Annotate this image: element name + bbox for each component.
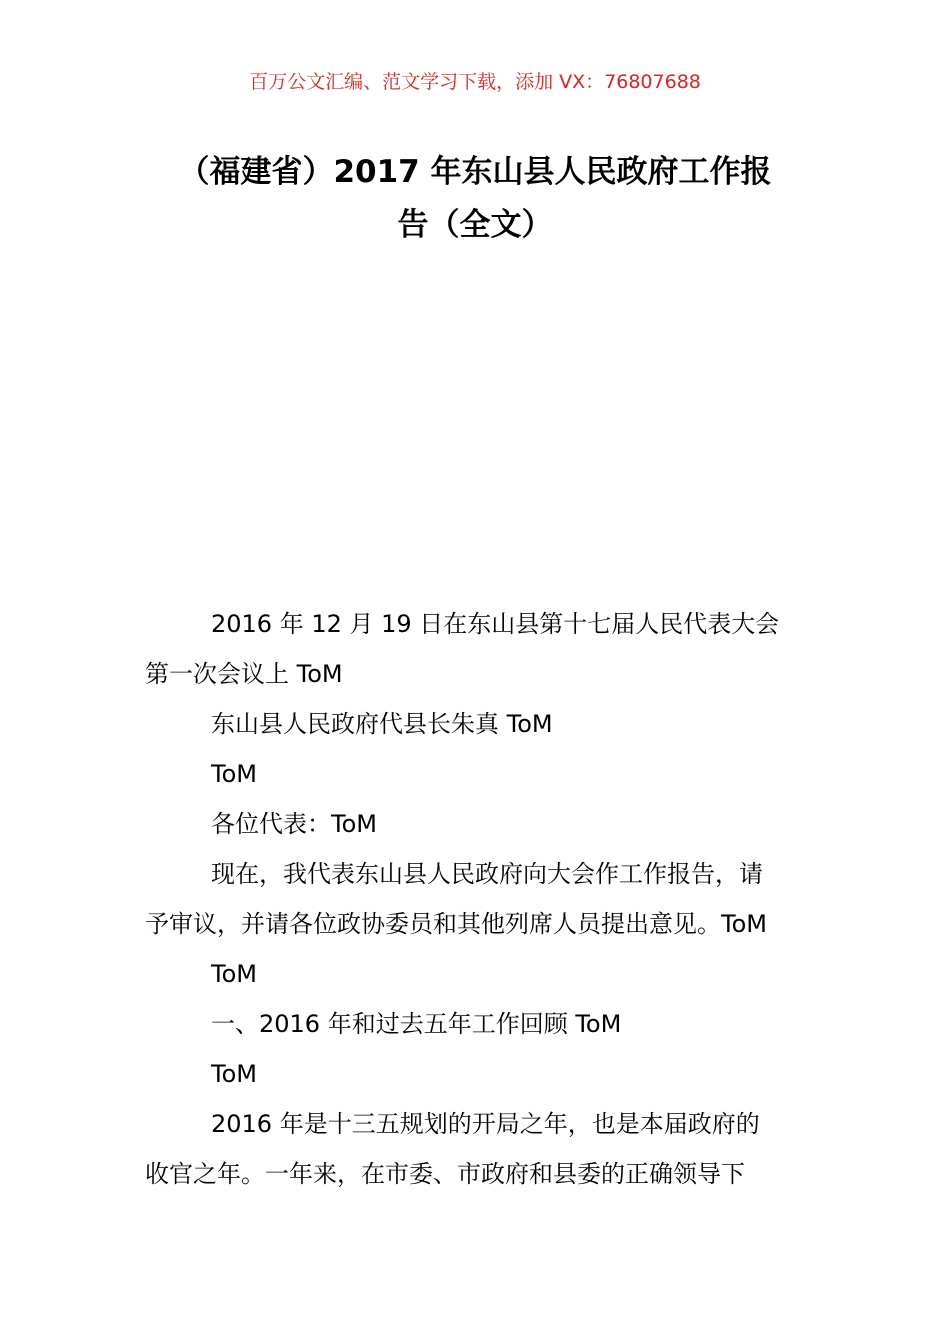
paragraph-line: 各位代表：ToM: [211, 810, 377, 838]
paragraph-line: 现在，我代表东山县人民政府向大会作工作报告，请: [211, 860, 763, 888]
document-body: [145, 599, 807, 1199]
paragraph-blank-marker: [145, 949, 807, 999]
paragraph-line: ToM: [211, 760, 257, 788]
paragraph-salutation: [145, 799, 807, 849]
paragraph-line: 第一次会议上 ToM: [145, 660, 343, 688]
paragraph-line: 2016 年是十三五规划的开局之年，也是本届政府的: [211, 1110, 760, 1138]
paragraph-intro: [145, 849, 807, 949]
paragraph-line: 予审议，并请各位政协委员和其他列席人员提出意见。ToM: [145, 910, 767, 938]
paragraph-review: [145, 1099, 807, 1199]
paragraph-meeting-date: [145, 599, 807, 699]
title-line-2: 告（全文）: [397, 207, 553, 243]
paragraph-line: ToM: [211, 1060, 257, 1088]
paragraph-line: 东山县人民政府代县长朱真 ToM: [211, 710, 553, 738]
paragraph-blank-marker: [145, 749, 807, 799]
title-line-1: （福建省）2017 年东山县人民政府工作报: [178, 154, 772, 190]
paragraph-line: 2016 年 12 月 19 日在东山县第十七届人民代表大会: [211, 610, 780, 638]
paragraph-line: 收官之年。一年来，在市委、市政府和县委的正确领导下: [145, 1160, 745, 1188]
document-title: [145, 146, 805, 252]
paragraph-blank-marker: [145, 1049, 807, 1099]
paragraph-line: ToM: [211, 960, 257, 988]
paragraph-speaker: [145, 699, 807, 749]
header-watermark-note: 百万公文汇编、范文学习下载，添加 VX：76807688: [249, 71, 701, 93]
section-heading: [145, 999, 807, 1049]
paragraph-line: 一、2016 年和过去五年工作回顾 ToM: [211, 1010, 622, 1038]
